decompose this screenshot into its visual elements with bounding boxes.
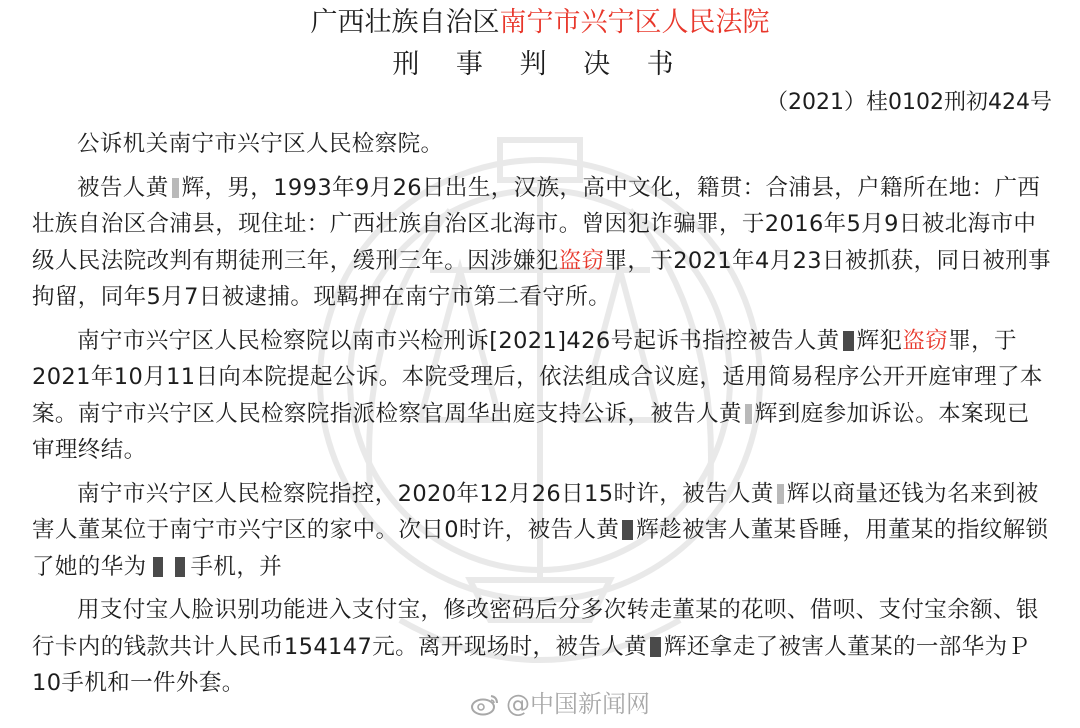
redaction-mark [175,557,185,577]
paragraph-text: 公诉机关南宁市兴宁区人民检察院。 [77,131,444,157]
highlighted-term: 盗窃 [558,247,605,274]
paragraph-text: 南宁市兴宁区人民检察院以南市兴检刑诉[2021]426号起诉书指控被告人黄 [77,327,840,354]
redaction-mark [153,557,163,577]
paragraph-facts-continued [32,592,1052,702]
redaction-mark [650,637,661,657]
court-region: 广西壮族自治区 [310,7,500,38]
case-number: （2021）桂0102刑初424号 [766,90,1052,115]
paragraph-text: 手机，并 [190,553,283,580]
redaction-mark [777,484,784,504]
paragraph-text: 辉到庭参加诉讼。本案现已审理终结。 [32,400,1030,463]
redaction-mark [622,520,633,540]
news-watermark [470,688,650,720]
redaction-mark [172,178,179,198]
paragraph-prosecution [32,323,1052,469]
paragraph-text: 被告人黄 [77,174,169,201]
weibo-icon [470,692,500,716]
paragraph-text: 用支付宝人脸识别功能进入支付宝，修改密码后分多次转走董某的花呗、借呗、支付宝余额、银行卡内的钱款共计人民币154147元。离开现场时，被告人黄 [32,597,1039,660]
paragraph-defendant [32,170,1052,316]
paragraph-text: 辉犯 [856,327,903,354]
paragraph-text: 南宁市兴宁区人民检察院指控，2020年12月26日15时许，被告人黄 [77,480,774,507]
document-type: 刑 事 判 决 书 [392,49,688,80]
paragraph-text: 辉还拿走了被害人董某的一部华为Ｐ10手机和一件外套。 [32,633,1031,696]
paragraph-text: 辉，男，1993年9月26日出生，汉族，高中文化，籍贯：合浦县，户籍所在地：广西壮族自治区合浦县，现住址：广西壮族自治区北海市。曾因犯诈骗罪，于2016年5月9日被北海市中级人民法院改判有期徒刑三年，缓刑三年。因涉嫌犯 [32,174,1041,274]
paragraph-text: 罪，于2021年10月11日向本院提起公诉。本院受理后，依法组成合议庭，适用简易程序公开开庭审理了本案。南宁市兴宁区人民检察院指派检察官周华出庭支持公诉，被告人黄 [32,327,1043,427]
court-name: 南宁市兴宁区人民法院 [499,7,770,38]
redaction-mark [745,404,752,424]
judgment-body [32,126,1052,709]
paragraph-facts [32,476,1052,586]
court-title [0,6,1080,40]
highlighted-term: 盗窃 [902,327,949,354]
paragraph-text: 辉以商量还钱为名来到被害人董某位于南宁市兴宁区的家中。次日0时许，被告人黄 [32,480,1039,543]
paragraph-text: 罪，于2021年4月23日被抓获，同日被刑事拘留，同年5月7日被逮捕。现羁押在南宁市第二看守所。 [32,247,1052,310]
redaction-mark [843,331,854,351]
paragraph-text: 辉趁被害人董某昏睡，用董某的指纹解锁了她的华为 [32,517,1049,580]
paragraph-prosecutor [32,126,1052,163]
watermark-text: @中国新闻网 [506,690,650,718]
